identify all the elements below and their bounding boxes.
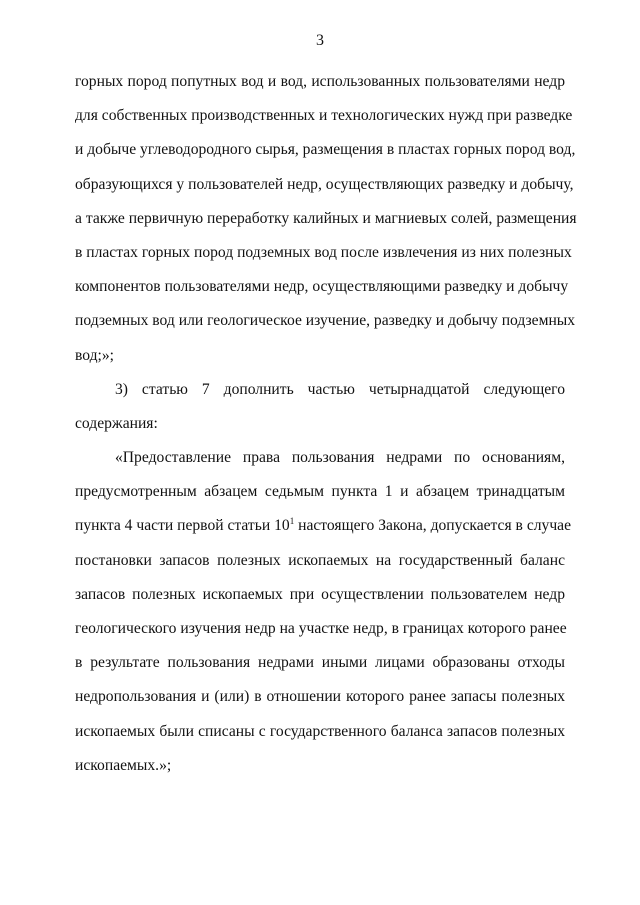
text-line: в пластах горных пород подземных вод после извлечения из них полезных [75,243,572,261]
text-line [75,509,571,543]
page-number: 3 [316,32,324,49]
text-line: вод;»; [75,346,114,364]
text-line: ископаемых были списаны с государственного баланса запасов полезных [75,722,565,740]
text-line: недропользования и (или) в отношении которого ранее запасы полезных [75,688,565,706]
text-line: ископаемых.»; [75,756,172,774]
text-line: и добыче углеводородного сырья, размещения в пластах горных пород вод, [75,141,576,159]
text-part: настоящего Закона, допускается в случае [294,517,571,535]
text-line: для собственных производственных и технологических нужд при разведке [75,107,573,125]
text-line: а также первичную переработку калийных и магниевых солей, размещения [75,209,577,227]
text-line: образующихся у пользователей недр, осуществляющих разведку и добычу, [75,175,574,193]
text-part: пункта 4 части первой статьи 10 [75,517,290,535]
text-line: содержания: [75,414,158,432]
text-line: 3) статью 7 дополнить частью четырнадцатой следующего [115,380,565,398]
document-body [75,65,577,783]
text-line: подземных вод или геологическое изучение, разведку и добычу подземных [75,312,576,330]
text-line: горных пород попутных вод и вод, использованных пользователями недр [75,73,565,90]
text-line: запасов полезных ископаемых при осуществлении пользователем недр [75,585,565,603]
text-line: «Предоставление права пользования недрами по основаниям, [115,449,565,467]
text-line: геологического изучения недр на участке недр, в границах которого ранее [75,620,567,637]
superscript: 1 [289,516,295,527]
text-line: в результате пользования недрами иными лицами образованы отходы [75,654,565,672]
text-line: предусмотренным абзацем седьмым пункта 1 и абзацем тринадцатым [75,483,565,501]
text-line: компонентов пользователями недр, осуществляющими разведку и добычу [75,278,569,296]
text-line: постановки запасов полезных ископаемых на государственный баланс [75,551,565,569]
